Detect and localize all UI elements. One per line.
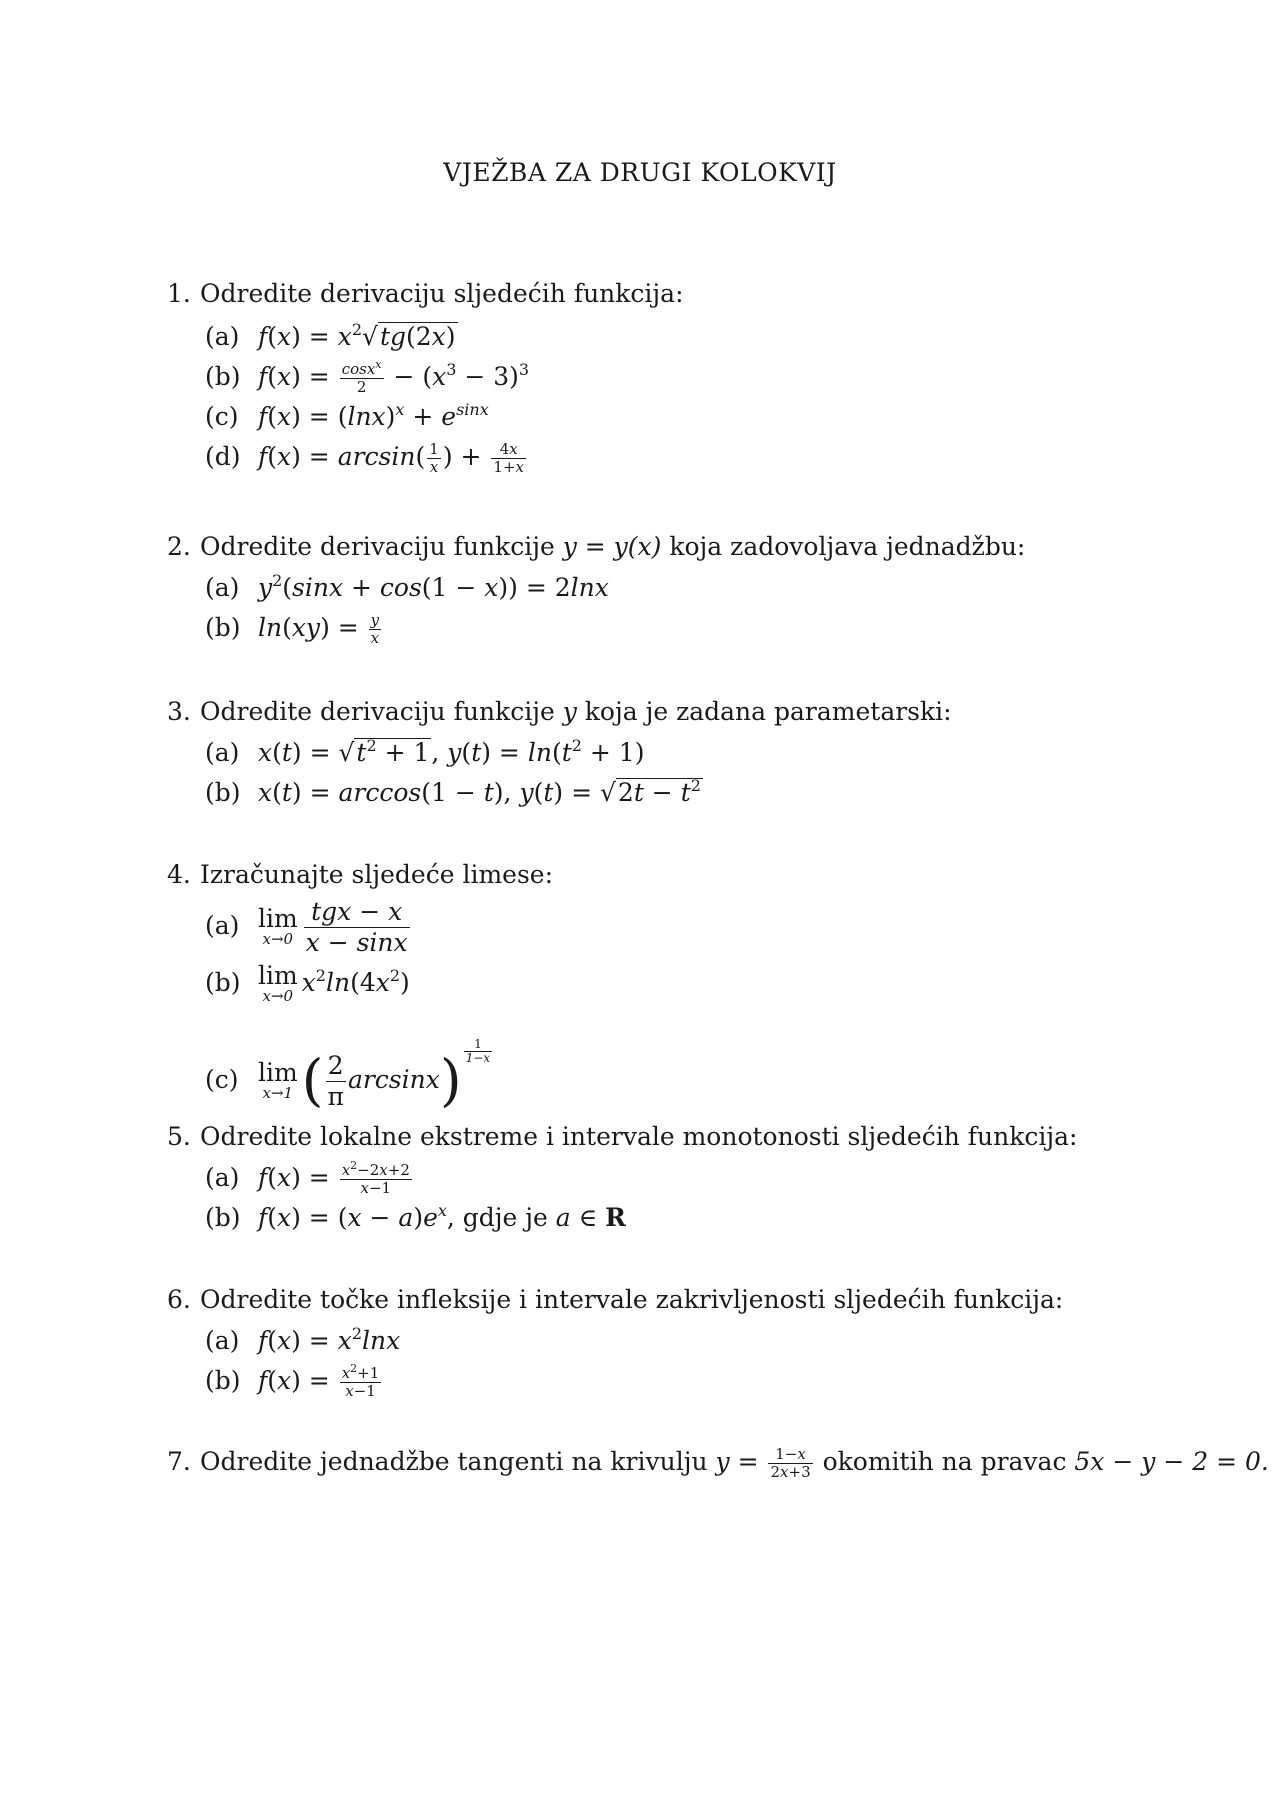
fraction: $\frac{1-x}{2x+3}$ (770, 1445, 811, 1481)
problem-text: Odredite točke infleksije i intervale zakrivljenosti sljedećih funkcija: (200, 1285, 1064, 1314)
limit-operator: lim x→0 (257, 961, 298, 1005)
subitem-label: (b) (205, 968, 241, 997)
problem-number: 2. (167, 532, 191, 561)
fraction: $\frac{\cos x^x}{2}$ (341, 358, 382, 396)
problem-statement (167, 277, 1227, 311)
problem-statement (167, 1120, 1227, 1154)
subitem-3b: (b) x(t) = arccos(1 − t), $y(t) = √2t - t^2$ (205, 773, 1227, 813)
problem-text: Odredite derivaciju sljedećih funkcija: (200, 279, 684, 308)
subitem-4c: (c) lim x→1 ( $\frac{2}{\pi}$ arcsinx) $\frac{1}{1-x}$ (205, 1010, 1227, 1090)
subitem-1d: (d) f(x) = arcsin( $\frac{1}{x}$ ) + $\frac{4x}{1+x}$ (205, 437, 1227, 477)
problem-text-continued: okomitih na pravac (814, 1447, 1075, 1476)
subitem-5b: (b) $f(x) = (x - a)e^x$, gdje je a ∈ R (205, 1198, 1227, 1238)
problem-number: 4. (167, 860, 191, 889)
problem-6 (167, 1283, 1227, 1401)
fraction: $\frac{\text{tgx − x}}{x - \sin x}$ (305, 897, 408, 957)
math-expression: y (257, 573, 273, 602)
problem-statement (167, 1283, 1227, 1317)
subitem-2b: (b) ln(xy) = $\frac{y}{x}$ (205, 608, 1227, 648)
subitem-label: (b) (205, 362, 241, 391)
math-expression: x (257, 738, 273, 767)
subitem-1a: (a) $f(x) = x^2√tg(2x)$ (205, 317, 1227, 357)
problem-number: 5. (167, 1122, 191, 1151)
subitem-4a (205, 896, 1227, 956)
problem-statement (167, 530, 1227, 564)
subitem-3a: (a) $x(t) = √t^2 + 1$, $y(t) = \ln(t^2 + 1)$ (205, 733, 1227, 773)
subitem-label: (a) (205, 322, 240, 351)
problem-statement: 7. Odredite jednadžbe tangenti na krivulju y = $\frac{1-x}{2x+3}$ okomitih na pravac 5x − y − 2 = 0. (167, 1440, 1227, 1484)
inline-math: 5x − y − 2 = 0. (1074, 1447, 1269, 1476)
fraction: $\frac{1}{x}$ (429, 440, 439, 476)
problem-1 (167, 277, 1227, 477)
fraction: $\frac{2}{\pi}$ (327, 1051, 344, 1111)
problem-2 (167, 530, 1227, 648)
exponent-fraction: $\frac{1}{1-x}$ (465, 1037, 491, 1065)
fraction: $\frac{4x}{1+x}$ (493, 440, 525, 476)
subitem-6a: (a) $f(x) = x^2\ln x$ (205, 1321, 1227, 1361)
problem-text: Odredite lokalne ekstreme i intervale monotonosti sljedećih funkcija: (200, 1122, 1078, 1151)
problem-4 (167, 858, 1227, 1114)
subitem-4b: (b) lim x→0 $x^2\ln(4x^2)$ (205, 956, 1227, 1010)
math-expression: arcsinx (347, 1065, 440, 1094)
math-expression: x (301, 968, 316, 997)
math-expression: f (257, 1203, 268, 1232)
problem-text: Izračunajte sljedeće limese: (200, 860, 554, 889)
math-expression: f (257, 1326, 268, 1355)
math-expression: x (257, 778, 273, 807)
subitem-label: (c) (205, 1065, 239, 1094)
problem-3 (167, 695, 1227, 813)
problem-text: Odredite jednadžbe tangenti na krivulju (200, 1447, 716, 1476)
fraction: $\frac{y}{x}$ (370, 611, 380, 647)
subitem-label: (b) (205, 1203, 241, 1232)
math-expression: f (257, 442, 268, 471)
problem-number: 7. (167, 1447, 191, 1476)
problem-text: Odredite derivaciju funkcije (200, 697, 563, 726)
problem-5 (167, 1120, 1227, 1238)
math-expression: f (257, 322, 268, 351)
inline-math: y = y(x) (562, 532, 662, 561)
math-expression: f (257, 1366, 268, 1395)
limit-operator: lim x→1 (257, 1058, 298, 1102)
problem-number: 1. (167, 279, 191, 308)
problem-statement (167, 695, 1227, 729)
subitem-2a: (a) $y^2(\sin x + \cos(1 - x)) = 2\ln x$ (205, 568, 1227, 608)
subitem-6b: (b) f(x) = $\frac{x^2+1}{x-1}$ (205, 1362, 380, 1400)
math-expression: f (257, 362, 268, 391)
math-expression: f (257, 1163, 268, 1192)
inline-math: y (562, 697, 577, 726)
subitem-5a: (a) f(x) = $\frac{x^2-2x+2}{x-1}$ (205, 1159, 410, 1197)
problem-text: Odredite derivaciju funkcije (200, 532, 563, 561)
subitem-label: (a) (205, 911, 240, 940)
subitem-1b: (b) f(x) = $\frac{\cos x^x}{2}$ − $(x^3 - 3)^3$ (205, 358, 530, 396)
problem-number: 6. (167, 1285, 191, 1314)
subitem-label: (b) (205, 778, 241, 807)
fraction: $\frac{x^2-2x+2}{x-1}$ (341, 1159, 410, 1197)
subitem-label: (a) (205, 738, 240, 767)
fraction: $\frac{x^2+1}{x-1}$ (341, 1362, 380, 1400)
problem-text-continued: koja je zadana parametarski: (576, 697, 952, 726)
subitem-label: (c) (205, 402, 239, 431)
subitem-label: (b) (205, 613, 241, 642)
math-expression: ln (257, 613, 283, 642)
problem-number: 3. (167, 697, 191, 726)
problem-statement (167, 858, 1227, 892)
page-title: VJEŽBA ZA DRUGI KOLOKVIJ (443, 158, 837, 187)
subitem-1c: (c) $f(x) = (\ln x)^x + e^{sinx}$ (205, 397, 1227, 437)
subitem-label: (a) (205, 1163, 240, 1192)
math-expression: f (257, 402, 268, 431)
problem-7 (167, 1440, 1269, 1484)
subitem-label: (d) (205, 442, 241, 471)
subitem-label: (b) (205, 1366, 241, 1395)
subitem-label: (a) (205, 1326, 240, 1355)
limit-operator: lim x→0 (257, 904, 298, 948)
subitem-label: (a) (205, 573, 240, 602)
subitem-suffix: , gdje je (446, 1203, 556, 1232)
problem-text-continued: koja zadovoljava jednadžbu: (661, 532, 1026, 561)
